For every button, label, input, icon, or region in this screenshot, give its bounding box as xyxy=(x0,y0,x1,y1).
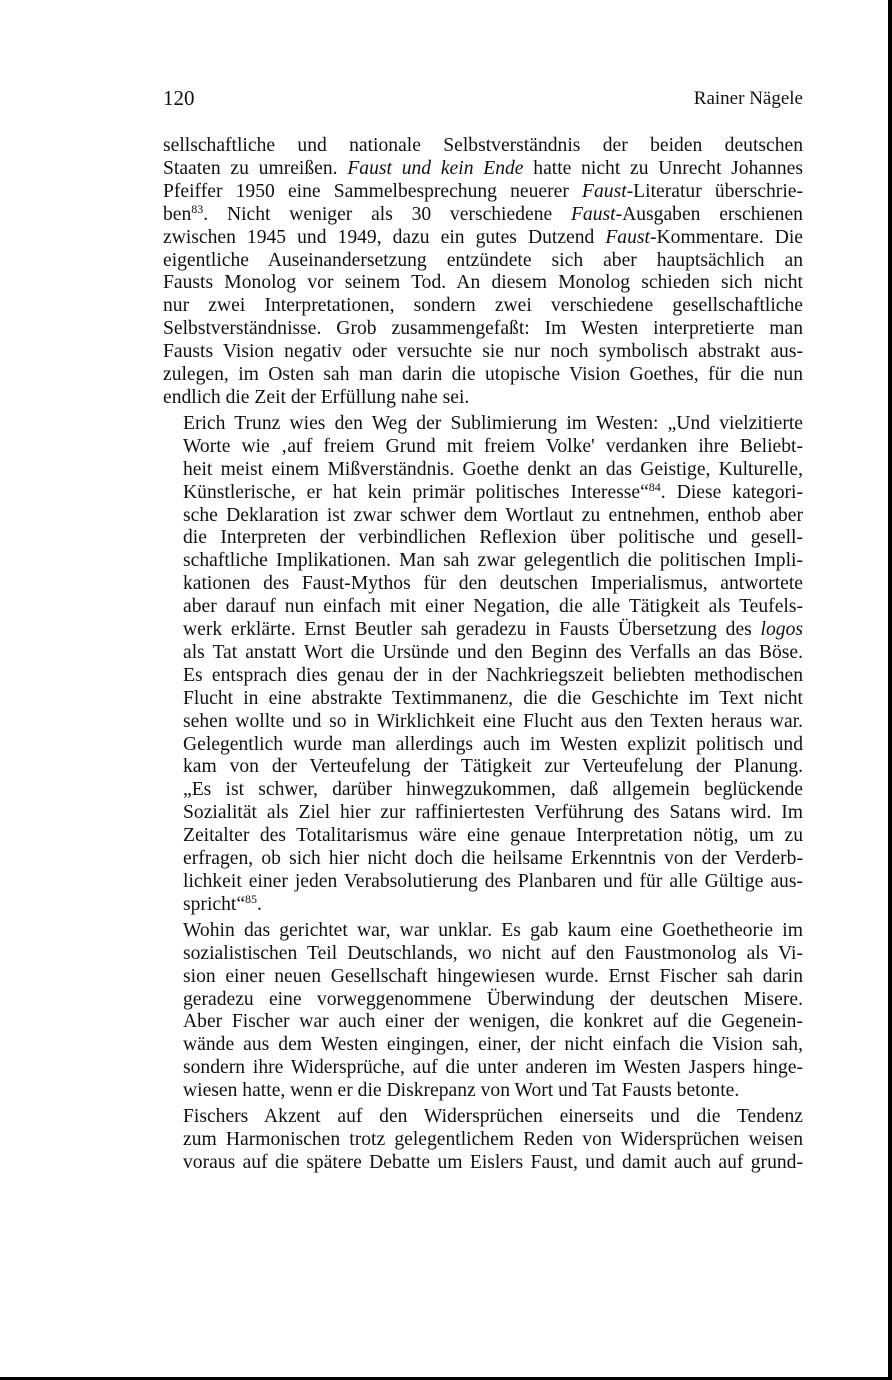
text-line: zwischen 1945 und 1949, dazu ein gutes Dutzend Faust-Kommentare. Die xyxy=(163,226,803,248)
text-line: ben$^{83}$. Nicht weniger als 30 verschiedene Faust-Ausgaben erschienen xyxy=(163,201,803,225)
text-line: Worte wie ‚auf freiem Grund mit freiem Volke' verdanken ihre Beliebt- xyxy=(183,435,803,457)
text-line: geradezu eine vorweggenommene Überwindung der deutschen Misere. xyxy=(183,988,803,1010)
text-line: lichkeit einer jeden Verabsolutierung des Planbaren und für alle Gültige aus- xyxy=(183,871,803,892)
text-line: werk erklärte. Ernst Beutler sah geradezu in Fausts Übersetzung des logos xyxy=(183,619,803,641)
text-line: Aber Fischer war auch einer der wenigen, die konkret auf die Gegenein- xyxy=(183,1011,803,1033)
text-line: voraus auf die spätere Debatte um Eislers Faust, und damit auch auf grund- xyxy=(183,1151,803,1173)
text-line: Zeitalter des Totalitarismus wäre eine genaue Interpretation nötig, um zu xyxy=(183,825,803,847)
text-line: eigentliche Auseinandersetzung entzündete sich aber hauptsächlich an xyxy=(163,249,803,271)
text-line: sche Deklaration ist zwar schwer dem Wortlaut zu entnehmen, enthob aber xyxy=(183,504,803,526)
text-line: Wohin das gerichtet war, war unklar. Es gab kaum eine Goethetheorie im xyxy=(183,919,803,941)
text-line: Fausts Monolog vor seinem Tod. An diesem Monolog schieden sich nicht xyxy=(163,272,803,294)
text-line: kationen des Faust-Mythos für den deutschen Imperialismus, antwortete xyxy=(183,573,803,595)
text-line: sellschaftliche und nationale Selbstverständnis der beiden deutschen xyxy=(163,135,803,156)
text-line: sion einer neuen Gesellschaft hingewiesen wurde. Ernst Fischer sah darin xyxy=(183,965,803,987)
body-text xyxy=(163,135,803,1175)
running-head-author: Rainer Nägele xyxy=(693,88,803,109)
text-line: Flucht in eine abstrakte Textimmanenz, die die Geschichte im Text nicht xyxy=(183,687,803,709)
text-line: aber darauf nun einfach mit einer Negation, die alle Tätigkeit als Teufels- xyxy=(183,596,803,618)
paragraph-4 xyxy=(163,1106,803,1175)
text-line: sehen wollte und so in Wirklichkeit eine Flucht aus den Texten heraus war. xyxy=(183,710,803,732)
text-line: schaftliche Implikationen. Man sah zwar gelegentlich die politischen Impli- xyxy=(183,550,803,572)
text-line: „Es ist schwer, darüber hinwegzukommen, daß allgemein beglückende xyxy=(183,779,803,801)
paragraph-2 xyxy=(163,413,803,917)
text-line: spricht“$^{85}$. xyxy=(183,891,262,915)
text-line: wiesen hatte, wenn er die Diskrepanz von Wort und Tat Fausts betonte. xyxy=(183,1080,740,1102)
text-line: kam von der Verteufelung der Tätigkeit zur Verteufelung der Planung. xyxy=(183,756,803,778)
text-line: nur zwei Interpretationen, sondern zwei verschiedene gesellschaftliche xyxy=(163,295,803,317)
text-line: sozialistischen Teil Deutschlands, wo nicht auf den Faustmonolog als Vi- xyxy=(183,942,803,964)
scan-edge-right xyxy=(888,0,892,1380)
text-line: als Tat anstatt Wort die Ursünde und den Beginn des Verfalls an das Böse. xyxy=(183,641,803,663)
text-line: Künstlerische, er hat kein primär politisches Interesse“$^{84}$. Diese kategori- xyxy=(183,479,803,503)
text-line: heit meist einem Mißverständnis. Goethe denkt an das Geistige, Kulturelle, xyxy=(183,458,803,480)
paragraph-1 xyxy=(163,135,803,410)
page-number: 120 xyxy=(163,86,195,110)
text-line: Pfeiffer 1950 eine Sammelbesprechung neuerer Faust-Literatur überschrie- xyxy=(163,180,803,202)
text-line: Gelegentlich wurde man allerdings auch im Westen explizit politisch und xyxy=(183,733,803,755)
text-line: Sozialität als Ziel hier zur raffiniertesten Verführung des Satans wird. Im xyxy=(183,802,803,824)
text-line: wände aus dem Westen eingingen, einer, der nicht einfach die Vision sah, xyxy=(183,1034,803,1056)
text-line: erfragen, ob sich hier nicht doch die heilsame Erkenntnis von der Verderb- xyxy=(183,848,803,870)
text-line: Fischers Akzent auf den Widersprüchen einerseits und die Tendenz xyxy=(183,1106,803,1128)
running-header xyxy=(163,86,803,114)
text-line: Staaten zu umreißen. Faust und kein Ende hatte nicht zu Unrecht Johannes xyxy=(163,157,803,179)
text-line: zum Harmonischen trotz gelegentlichem Reden von Widersprüchen weisen xyxy=(183,1128,803,1150)
text-line: Fausts Vision negativ oder versuchte sie nur noch symbolisch abstrakt aus- xyxy=(163,341,803,363)
text-line: endlich die Zeit der Erfüllung nahe sei. xyxy=(163,386,470,408)
text-line: Selbstverständnisse. Grob zusammengefaßt: Im Westen interpretierte man xyxy=(163,318,803,340)
text-line: die Interpreten der verbindlichen Reflexion über politische und gesell- xyxy=(183,527,803,549)
paragraph-3 xyxy=(163,920,803,1103)
text-line: Erich Trunz wies den Weg der Sublimierung im Westen: „Und vielzitierte xyxy=(183,412,803,434)
text-line: zulegen, im Osten sah man darin die utopische Vision Goethes, für die nun xyxy=(163,364,803,386)
text-line: Es entsprach dies genau der in der Nachkriegszeit beliebten methodischen xyxy=(183,664,803,686)
text-line: sondern ihre Widersprüche, auf die unter anderen im Westen Jaspers hinge- xyxy=(183,1057,803,1079)
